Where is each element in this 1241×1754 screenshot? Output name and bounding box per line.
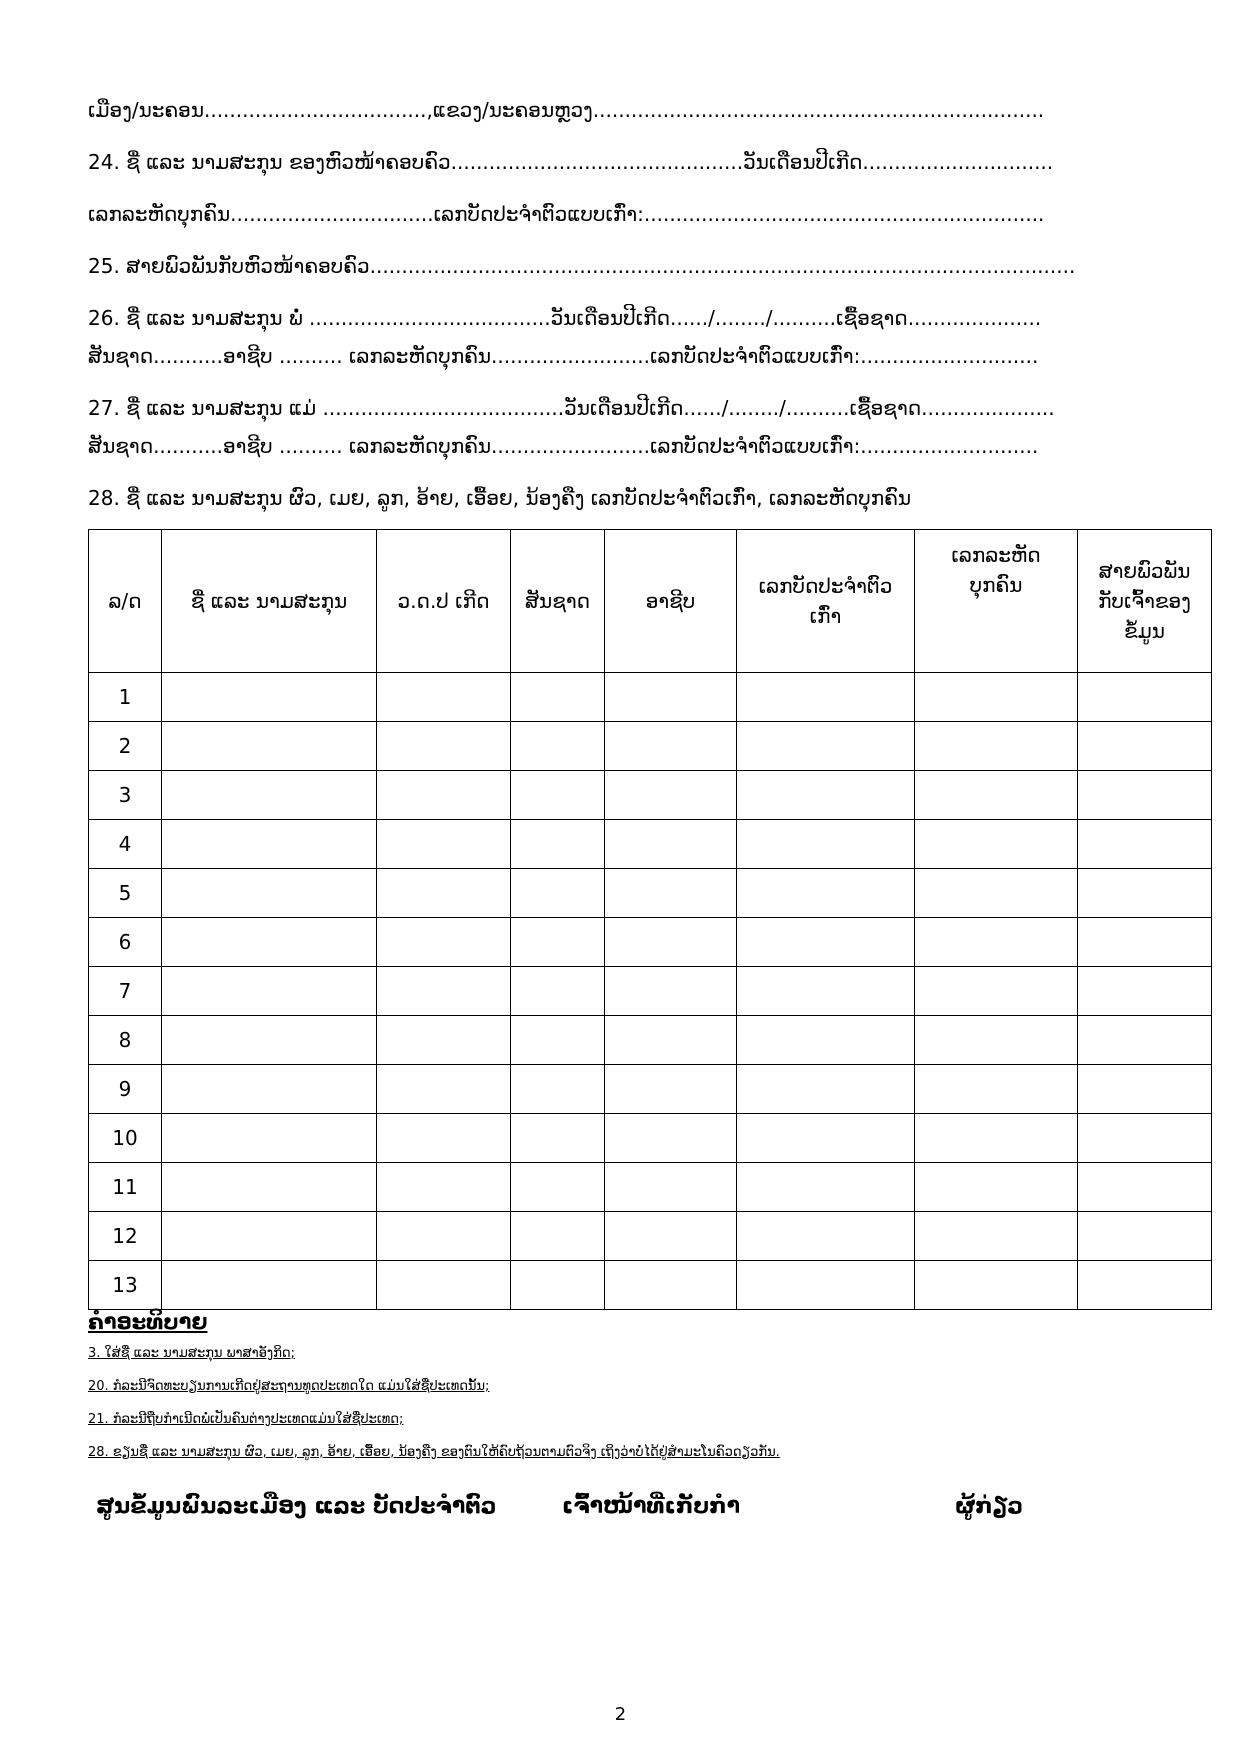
table-cell[interactable]: [511, 1065, 605, 1114]
table-cell[interactable]: [915, 820, 1078, 869]
table-cell[interactable]: [377, 967, 511, 1016]
table-row: [89, 1163, 1212, 1212]
row-number: 10: [89, 1114, 162, 1163]
item-26-father-line-1: 26. ຊື່ ແລະ ນາມສະກຸນ ພໍ່ ......................................ວັນເດືອນປີເກີດ....../......../..........ເຊື້ອຊາດ.....................: [88, 306, 1042, 330]
table-cell[interactable]: [915, 967, 1078, 1016]
row-number: 4: [89, 820, 162, 869]
table-cell[interactable]: [605, 967, 737, 1016]
table-cell[interactable]: [915, 722, 1078, 771]
table-cell[interactable]: [511, 722, 605, 771]
table-cell[interactable]: [605, 1212, 737, 1261]
table-cell[interactable]: [162, 673, 377, 722]
item-24-head-of-family: 24. ຊື່ ແລະ ນາມສະກຸນ ຂອງຫົວໜ້າຄອບຄົວ..............................................ວັນເດືອນປີເກີດ..............................: [88, 150, 1054, 174]
table-cell[interactable]: [511, 1016, 605, 1065]
table-cell[interactable]: [1078, 771, 1212, 820]
table-cell[interactable]: [162, 1065, 377, 1114]
header-relation-line-1: ສາຍພົວພັນ: [1098, 559, 1191, 583]
table-cell[interactable]: [915, 1261, 1078, 1310]
row-number: 9: [89, 1065, 162, 1114]
table-cell[interactable]: [737, 722, 915, 771]
header-relation-line-3: ຂໍ້ມູນ: [1124, 619, 1165, 643]
table-cell[interactable]: [162, 967, 377, 1016]
table-cell[interactable]: [377, 1016, 511, 1065]
table-cell[interactable]: [737, 820, 915, 869]
table-cell[interactable]: [377, 1114, 511, 1163]
row-number: 8: [89, 1016, 162, 1065]
header-relation-line-2: ກັບເຈົ້າຂອງ: [1098, 589, 1191, 613]
header-old-id: [737, 530, 915, 673]
table-cell[interactable]: [162, 1261, 377, 1310]
table-cell[interactable]: [377, 1163, 511, 1212]
table-cell[interactable]: [737, 1163, 915, 1212]
table-cell[interactable]: [915, 1163, 1078, 1212]
table-cell[interactable]: [915, 1212, 1078, 1261]
table-cell[interactable]: [511, 673, 605, 722]
table-cell[interactable]: [737, 869, 915, 918]
table-cell[interactable]: [162, 869, 377, 918]
table-cell[interactable]: [377, 918, 511, 967]
table-cell[interactable]: [737, 1212, 915, 1261]
table-cell[interactable]: [1078, 673, 1212, 722]
table-cell[interactable]: [737, 1261, 915, 1310]
table-cell[interactable]: [511, 1212, 605, 1261]
table-cell[interactable]: [1078, 722, 1212, 771]
table-cell[interactable]: [915, 673, 1078, 722]
table-header-row: [89, 530, 1212, 673]
table-row: [89, 771, 1212, 820]
table-cell[interactable]: [162, 722, 377, 771]
family-members-table: [88, 529, 1212, 1310]
row-number: 13: [89, 1261, 162, 1310]
row-number: 1: [89, 673, 162, 722]
table-cell[interactable]: [737, 967, 915, 1016]
note-item: 28. ຂຽນຊື່ ແລະ ນາມສະກຸນ ຜົວ, ເມຍ, ລູກ, ອ້າຍ, ເອື້ອຍ, ນ້ອງຄືງ ຂອງຕົນໃຫ້ຄົບຖ້ວນຕາມຕົວຈິງ ເຖິງວ່າບໍ່ໄດ້ຢູ່ສຳມະໂນຄົວດຽວກັນ.: [88, 1445, 780, 1460]
header-old-id-line-1: ເລກບັດປະຈຳຕົວ: [758, 574, 893, 598]
table-cell[interactable]: [1078, 1261, 1212, 1310]
row-number: 7: [89, 967, 162, 1016]
header-relation: [1078, 530, 1212, 673]
table-cell[interactable]: [1078, 967, 1212, 1016]
table-cell[interactable]: [1078, 1163, 1212, 1212]
row-number: 6: [89, 918, 162, 967]
table-cell[interactable]: [605, 869, 737, 918]
page-number: 2: [614, 1704, 627, 1725]
table-cell[interactable]: [377, 820, 511, 869]
table-row: [89, 1016, 1212, 1065]
table-cell[interactable]: [377, 1261, 511, 1310]
item-27-mother-line-1: 27. ຊື່ ແລະ ນາມສະກຸນ ແມ່ ......................................ວັນເດືອນປີເກີດ....../......../..........ເຊື້ອຊາດ.....................: [88, 396, 1055, 420]
table-cell[interactable]: [162, 1114, 377, 1163]
table-cell[interactable]: [162, 1163, 377, 1212]
table-row: [89, 967, 1212, 1016]
header-no: ລ/ດ: [89, 530, 162, 673]
table-cell[interactable]: [1078, 1065, 1212, 1114]
table-cell[interactable]: [1078, 1016, 1212, 1065]
id-numbers-line: ເລກລະຫັດບຸກຄົນ................................ເລກບັດປະຈຳຕົວແບບເກົ່າ:...............................................................: [88, 202, 1045, 226]
table-cell[interactable]: [605, 1114, 737, 1163]
table-cell[interactable]: [915, 771, 1078, 820]
table-row: [89, 820, 1212, 869]
signature-center: ສູນຂໍ້ມູນພົນລະເມືອງ ແລະ ບັດປະຈຳຕົວ: [96, 1494, 497, 1519]
table-cell[interactable]: [915, 918, 1078, 967]
table-row: [89, 673, 1212, 722]
district-line: ເມືອງ/ນະຄອນ...................................,ແຂວງ/ນະຄອນຫຼວງ.......................................................................: [88, 98, 1045, 122]
table-cell[interactable]: [162, 771, 377, 820]
notes-title: ຄຳອະທິບາຍ: [88, 1310, 208, 1334]
row-number: 2: [89, 722, 162, 771]
header-dob: ວ.ດ.ປ ເກີດ: [377, 530, 511, 673]
row-number: 11: [89, 1163, 162, 1212]
signature-officer: ເຈົ້າໜ້າທີ່ເກັບກຳ: [562, 1494, 741, 1519]
table-row: [89, 918, 1212, 967]
table-cell[interactable]: [377, 1065, 511, 1114]
row-number: 12: [89, 1212, 162, 1261]
table-row: [89, 869, 1212, 918]
note-item: 20. ກໍລະນີຈົດທະບຽນການເກີດຢູ່ສະຖານທູດປະເທດໃດ ແມ່ນໃສ່ຊື່ປະເທດນັ້ນ;: [88, 1379, 490, 1394]
note-item: 3. ໃສ່ຊື່ ແລະ ນາມສະກຸນ ພາສາອັງກິດ;: [88, 1346, 295, 1361]
table-cell[interactable]: [605, 1163, 737, 1212]
table-cell[interactable]: [605, 1016, 737, 1065]
table-cell[interactable]: [737, 673, 915, 722]
table-cell[interactable]: [511, 820, 605, 869]
table-cell[interactable]: [605, 1261, 737, 1310]
header-personal-id-line-1: ເລກລະຫັດ: [951, 543, 1041, 567]
table-row: [89, 722, 1212, 771]
item-28-family-members: 28. ຊື່ ແລະ ນາມສະກຸນ ຜົວ, ເມຍ, ລູກ, ອ້າຍ, ເອື້ອຍ, ນ້ອງຄືງ ເລກບັດປະຈຳຕົວເກົ່າ, ເລກລະຫັດບຸກຄົນ: [88, 486, 912, 510]
table-cell[interactable]: [915, 1065, 1078, 1114]
header-occupation: ອາຊີບ: [605, 530, 737, 673]
table-row: [89, 1261, 1212, 1310]
table-cell[interactable]: [162, 1212, 377, 1261]
header-name: ຊື່ ແລະ ນາມສະກຸນ: [162, 530, 377, 673]
table-cell[interactable]: [511, 967, 605, 1016]
header-personal-id-line-2: ບຸກຄົນ: [969, 573, 1023, 597]
table-cell[interactable]: [605, 673, 737, 722]
table-cell[interactable]: [511, 918, 605, 967]
table-cell[interactable]: [377, 673, 511, 722]
item-27-mother-line-2: ສັນຊາດ...........ອາຊີບ .......... ເລກລະຫັດບຸກຄົນ.........................ເລກບັດປະຈຳຕົວແບບເກົ່າ:............................: [88, 434, 1039, 458]
table-cell[interactable]: [737, 918, 915, 967]
table-cell[interactable]: [1078, 1114, 1212, 1163]
signature-applicant: ຜູ້ກ່ຽວ: [955, 1494, 1024, 1519]
table-cell[interactable]: [377, 869, 511, 918]
table-cell[interactable]: [511, 1163, 605, 1212]
header-nationality: ສັນຊາດ: [511, 530, 605, 673]
note-item: 21. ກໍລະນີຖືບກຳເນີດພໍ່ເປັນຄົນຕ່າງປະເທດແມ່ນໃສ່ຊື່ປະເທດ;: [88, 1412, 404, 1427]
table-cell[interactable]: [377, 771, 511, 820]
table-cell[interactable]: [605, 918, 737, 967]
table-cell[interactable]: [915, 1016, 1078, 1065]
table-cell[interactable]: [915, 869, 1078, 918]
table-row: [89, 1212, 1212, 1261]
table-cell[interactable]: [162, 918, 377, 967]
table-cell[interactable]: [162, 820, 377, 869]
table-cell[interactable]: [915, 1114, 1078, 1163]
table-cell[interactable]: [605, 1065, 737, 1114]
row-number: 3: [89, 771, 162, 820]
table-cell[interactable]: [737, 1114, 915, 1163]
table-cell[interactable]: [377, 1212, 511, 1261]
table-cell[interactable]: [605, 722, 737, 771]
table-cell[interactable]: [1078, 820, 1212, 869]
table-cell[interactable]: [511, 1261, 605, 1310]
table-cell[interactable]: [511, 1114, 605, 1163]
item-26-father-line-2: ສັນຊາດ...........ອາຊີບ .......... ເລກລະຫັດບຸກຄົນ.........................ເລກບັດປະຈຳຕົວແບບເກົ່າ:............................: [88, 344, 1039, 368]
table-cell[interactable]: [737, 1016, 915, 1065]
table-cell[interactable]: [1078, 869, 1212, 918]
table-row: [89, 1114, 1212, 1163]
header-personal-id: [915, 530, 1078, 673]
table-cell[interactable]: [377, 722, 511, 771]
table-cell[interactable]: [605, 820, 737, 869]
table-cell[interactable]: [162, 1016, 377, 1065]
table-row: [89, 1065, 1212, 1114]
row-number: 5: [89, 869, 162, 918]
header-old-id-line-2: ເກົ່າ: [809, 604, 842, 628]
table-cell[interactable]: [511, 869, 605, 918]
table-cell[interactable]: [511, 771, 605, 820]
item-25-relationship: 25. ສາຍພົວພັນກັບຫົວໜ້າຄອບຄົວ...............................................................................................................: [88, 254, 1076, 278]
table-cell[interactable]: [1078, 918, 1212, 967]
table-cell[interactable]: [737, 771, 915, 820]
table-cell[interactable]: [1078, 1212, 1212, 1261]
table-cell[interactable]: [605, 771, 737, 820]
table-cell[interactable]: [737, 1065, 915, 1114]
